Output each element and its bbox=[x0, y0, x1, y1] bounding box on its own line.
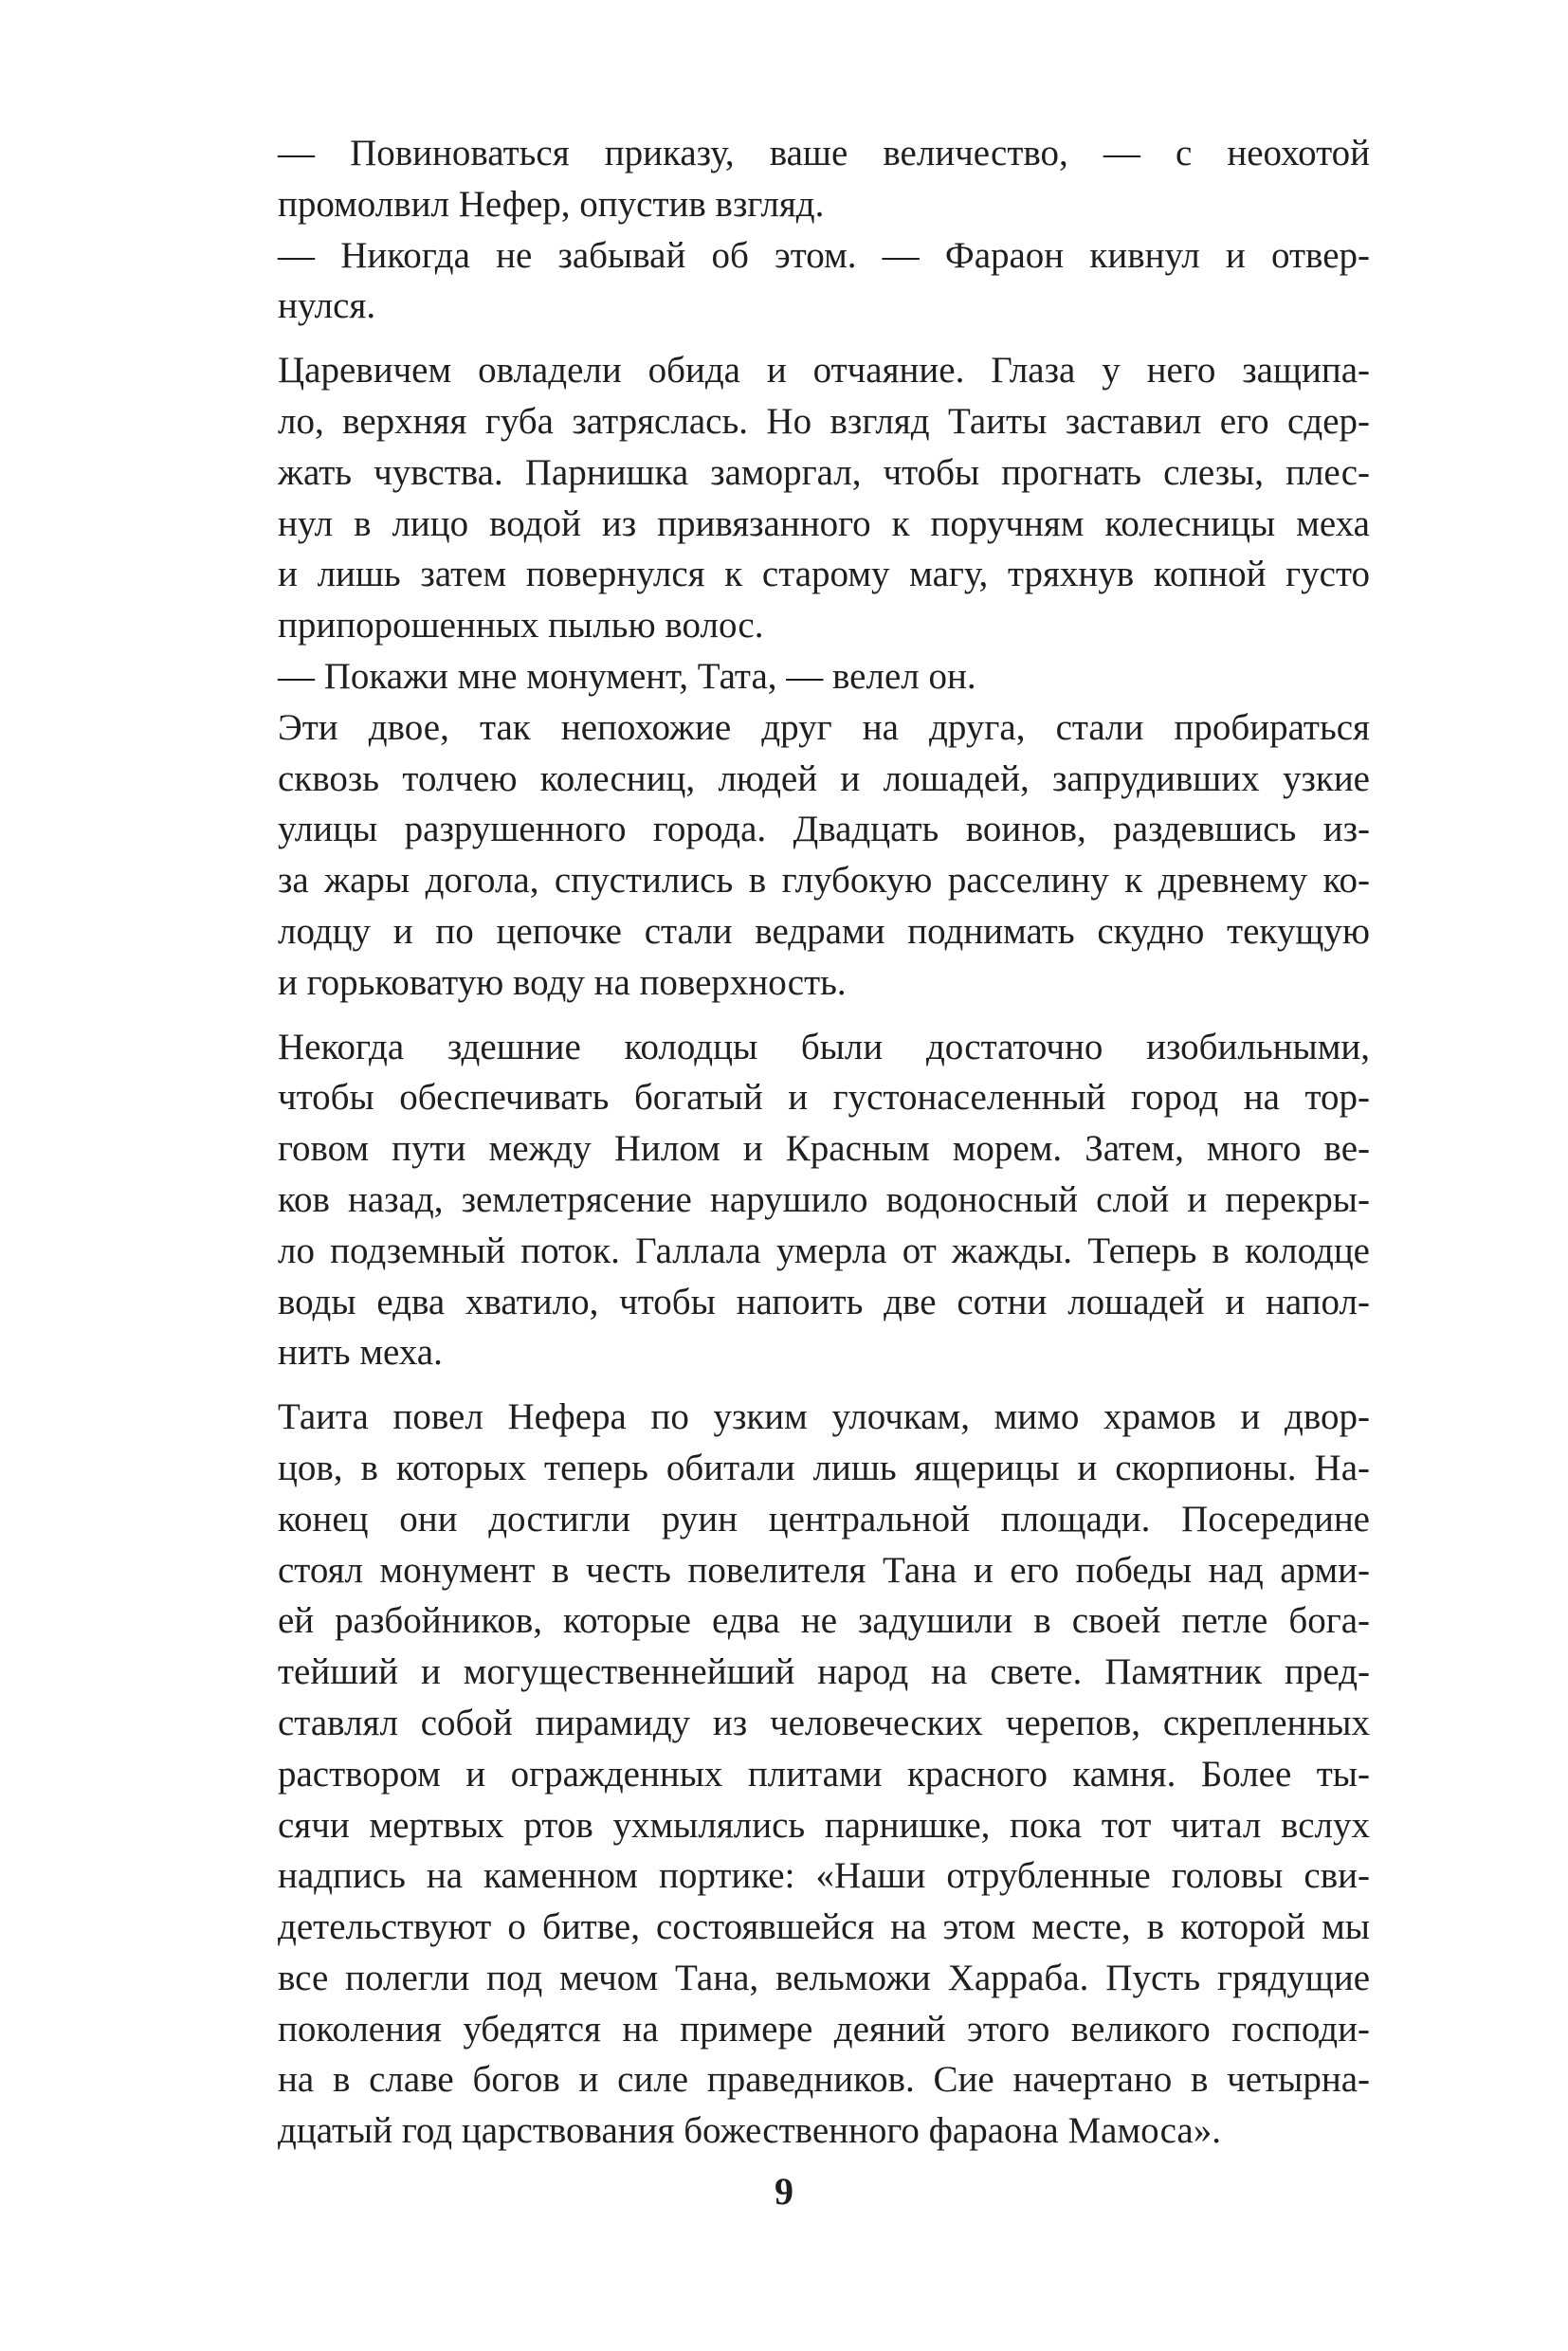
text-line: Таита повел Нефера по узким улочкам, мимо храмов и двор- bbox=[278, 1396, 1370, 1438]
text-line: нить меха. bbox=[278, 1332, 443, 1374]
text-line: промолвил Нефер, опустив взгляд. bbox=[278, 183, 825, 225]
text-line: лодцу и по цепочке стали ведрами поднимать скудно текущую bbox=[278, 910, 1370, 952]
text-line: чтобы обеспечивать богатый и густонаселенный город на тор- bbox=[278, 1077, 1370, 1119]
text-line: дцатый год царствования божественного фараона Мамоса». bbox=[278, 2110, 1221, 2152]
text-line: припорошенных пылью волос. bbox=[278, 605, 764, 647]
text-line: сячи мертвых ртов ухмылялись парнишке, пока тот читал вслух bbox=[278, 1804, 1370, 1846]
text-line: ей разбойников, которые едва не задушили в своей петле бога- bbox=[278, 1600, 1370, 1642]
text-line: воды едва хватило, чтобы напоить две сотни лошадей и напол- bbox=[278, 1281, 1370, 1322]
text-line: жать чувства. Парнишка заморгал, чтобы прогнать слезы, плес- bbox=[278, 451, 1370, 493]
text-line: говом пути между Нилом и Красным морем. Затем, много ве- bbox=[278, 1128, 1370, 1170]
text-line: все полегли под мечом Тана, вельможи Харраба. Пусть грядущие bbox=[278, 1957, 1370, 1998]
text-line: — Никогда не забывай об этом. — Фараон кивнул и отвер- bbox=[278, 234, 1370, 276]
text-line: надпись на каменном портике: «Наши отрубленные головы сви- bbox=[278, 1855, 1370, 1897]
paragraph-2 bbox=[223, 230, 1370, 333]
text-line: стоял монумент в честь повелителя Тана и его победы над арми- bbox=[278, 1549, 1370, 1591]
text-line: Некогда здешние колодцы были достаточно изобильными, bbox=[278, 1026, 1370, 1067]
text-line: поколения убедятся на примере деяний этого великого господи- bbox=[278, 2008, 1370, 2050]
text-line: Царевичем овладели обида и отчаяние. Глаза у него защипа- bbox=[278, 350, 1370, 392]
text-line: на в славе богов и силе праведников. Сие начертано в четырна- bbox=[278, 2059, 1370, 2101]
text-line: цов, в которых теперь обитали лишь ящерицы и скорпионы. На- bbox=[278, 1447, 1370, 1488]
text-line: и горьковатую воду на поверхность. bbox=[278, 961, 847, 1003]
body-text bbox=[223, 128, 1370, 2157]
text-line: конец они достигли руин центральной площади. Посередине bbox=[278, 1498, 1370, 1540]
text-line: тейший и могущественнейший народ на свете. Памятник пред- bbox=[278, 1651, 1370, 1693]
paragraph-4 bbox=[223, 651, 1370, 702]
text-line: детельствуют о битве, состоявшейся на этом месте, в которой мы bbox=[278, 1906, 1370, 1948]
paragraph-1 bbox=[223, 128, 1370, 230]
page-number: 9 bbox=[775, 2170, 793, 2213]
paragraph-6 bbox=[223, 1022, 1370, 1379]
text-line: сквозь толчею колесниц, людей и лошадей, запрудивших узкие bbox=[278, 757, 1370, 799]
text-line: нул в лицо водой из привязанного к поручням колесницы меха bbox=[278, 502, 1370, 544]
text-line: ставлял собой пирамиду из человеческих черепов, скрепленных bbox=[278, 1702, 1370, 1743]
text-line: Эти двое, так непохожие друг на друга, стали пробираться bbox=[278, 706, 1370, 748]
text-line: улицы разрушенного города. Двадцать воинов, раздевшись из- bbox=[278, 809, 1370, 850]
text-line: раствором и огражденных плитами красного камня. Более ты- bbox=[278, 1753, 1370, 1795]
paragraph-5 bbox=[223, 702, 1370, 1009]
text-line: ков назад, землетрясение нарушило водоносный слой и перекры- bbox=[278, 1178, 1370, 1220]
text-line: нулся. bbox=[278, 285, 376, 327]
text-line: — Покажи мне монумент, Тата, — велел он. bbox=[278, 655, 976, 697]
text-line: — Повиноваться приказу, ваше величество, — с неохотой bbox=[278, 133, 1370, 173]
text-line: ло, верхняя губа затряслась. Но взгляд Таиты заставил его сдер- bbox=[278, 400, 1370, 442]
text-line: ло подземный поток. Галлала умерла от жажды. Теперь в колодце bbox=[278, 1230, 1370, 1271]
paragraph-7 bbox=[223, 1392, 1370, 2157]
paragraph-3 bbox=[223, 345, 1370, 651]
text-line: и лишь затем повернулся к старому магу, тряхнув копной густо bbox=[278, 554, 1370, 595]
text-line: за жары догола, спустились в глубокую расселину к древнему ко- bbox=[278, 860, 1370, 902]
